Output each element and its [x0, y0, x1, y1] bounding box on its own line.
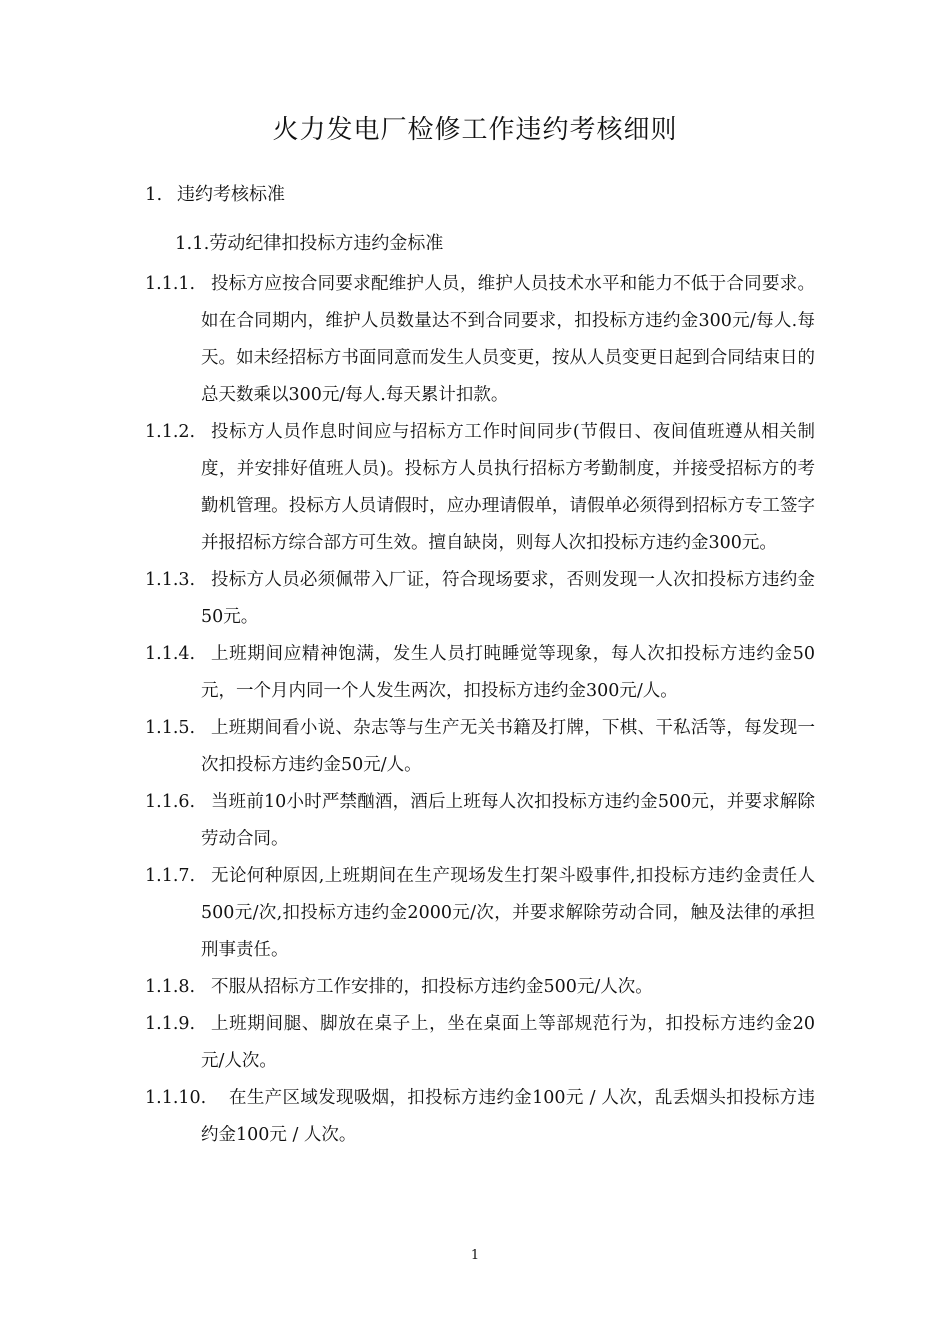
- page-number: 1: [470, 1248, 480, 1263]
- clause-item: [145, 858, 815, 969]
- clause-text: 投标方应按合同要求配维护人员，维护人员技术水平和能力不低于合同要求。如在合同期内，维护人员数量达不到合同要求，扣投标方违约金300元/每人.每天。如未经招标方书面同意而发生人员变更，按从人员变更日起到合同结束日的总天数乘以300元/每人.每天累计扣款。: [201, 274, 815, 405]
- clause-number: 1.1.5.: [145, 718, 196, 738]
- clause-item: [145, 414, 815, 562]
- clause-list: [145, 266, 815, 1154]
- clause-text: 在生产区域发现吸烟，扣投标方违约金100元 / 人次，乱丢烟头扣投标方违约金100元 / 人次。: [201, 1088, 815, 1145]
- clause-text: 无论何种原因,上班期间在生产现场发生打架斗殴事件,扣投标方违约金责任人500元/次,扣投标方违约金2000元/次，并要求解除劳动合同，触及法律的承担刑事责任。: [201, 866, 815, 960]
- clause-item: [145, 1080, 815, 1154]
- clause-item: [145, 969, 815, 1006]
- section-heading: [145, 179, 285, 211]
- clause-number: 1.1.8.: [145, 977, 196, 997]
- subsection-label: 劳动纪律扣投标方违约金标准: [209, 233, 444, 254]
- clause-item: [145, 710, 815, 784]
- clause-text: 投标方人员作息时间应与招标方工作时间同步(节假日、夜间值班遵从相关制度，并安排好值班人员)。投标方人员执行招标方考勤制度，并接受招标方的考勤机管理。投标方人员请假时，应办理请假单，请假单必须得到招标方专工签字并报招标方综合部方可生效。擅自缺岗，则每人次扣投标方违约金300元。: [201, 422, 815, 553]
- clause-number: 1.1.2.: [145, 422, 196, 442]
- clause-number: 1.1.3.: [145, 570, 196, 590]
- clause-item: [145, 636, 815, 710]
- clause-item: [145, 266, 815, 414]
- clause-number: 1.1.4.: [145, 644, 196, 664]
- clause-text: 当班前10小时严禁酗酒，酒后上班每人次扣投标方违约金500元，并要求解除劳动合同。: [201, 792, 815, 849]
- clause-item: [145, 1006, 815, 1080]
- clause-text: 投标方人员必须佩带入厂证，符合现场要求，否则发现一人次扣投标方违约金50元。: [201, 570, 815, 627]
- clause-text: 不服从招标方工作安排的，扣投标方违约金500元/人次。: [211, 977, 653, 997]
- subsection-number: 1.1.: [175, 233, 210, 254]
- clause-number: 1.1.6.: [145, 792, 196, 812]
- clause-number: 1.1.10.: [145, 1088, 207, 1108]
- clause-text: 上班期间看小说、杂志等与生产无关书籍及打牌，下棋、干私活等，每发现一次扣投标方违约金50元/人。: [201, 718, 815, 775]
- subsection-heading: [175, 228, 443, 260]
- clause-number: 1.1.7.: [145, 866, 196, 886]
- clause-text: 上班期间应精神饱满，发生人员打盹睡觉等现象，每人次扣投标方违约金50元，一个月内同一个人发生两次，扣投标方违约金300元/人。: [201, 644, 815, 701]
- section-label: 违约考核标准: [177, 184, 285, 205]
- clause-number: 1.1.1.: [145, 274, 196, 294]
- page-title: 火力发电厂检修工作违约考核细则: [272, 115, 678, 145]
- clause-text: 上班期间腿、脚放在桌子上，坐在桌面上等部规范行为，扣投标方违约金20元/人次。: [201, 1014, 815, 1071]
- clause-item: [145, 784, 815, 858]
- clause-number: 1.1.9.: [145, 1014, 196, 1034]
- section-number: 1.: [145, 184, 163, 205]
- clause-item: [145, 562, 815, 636]
